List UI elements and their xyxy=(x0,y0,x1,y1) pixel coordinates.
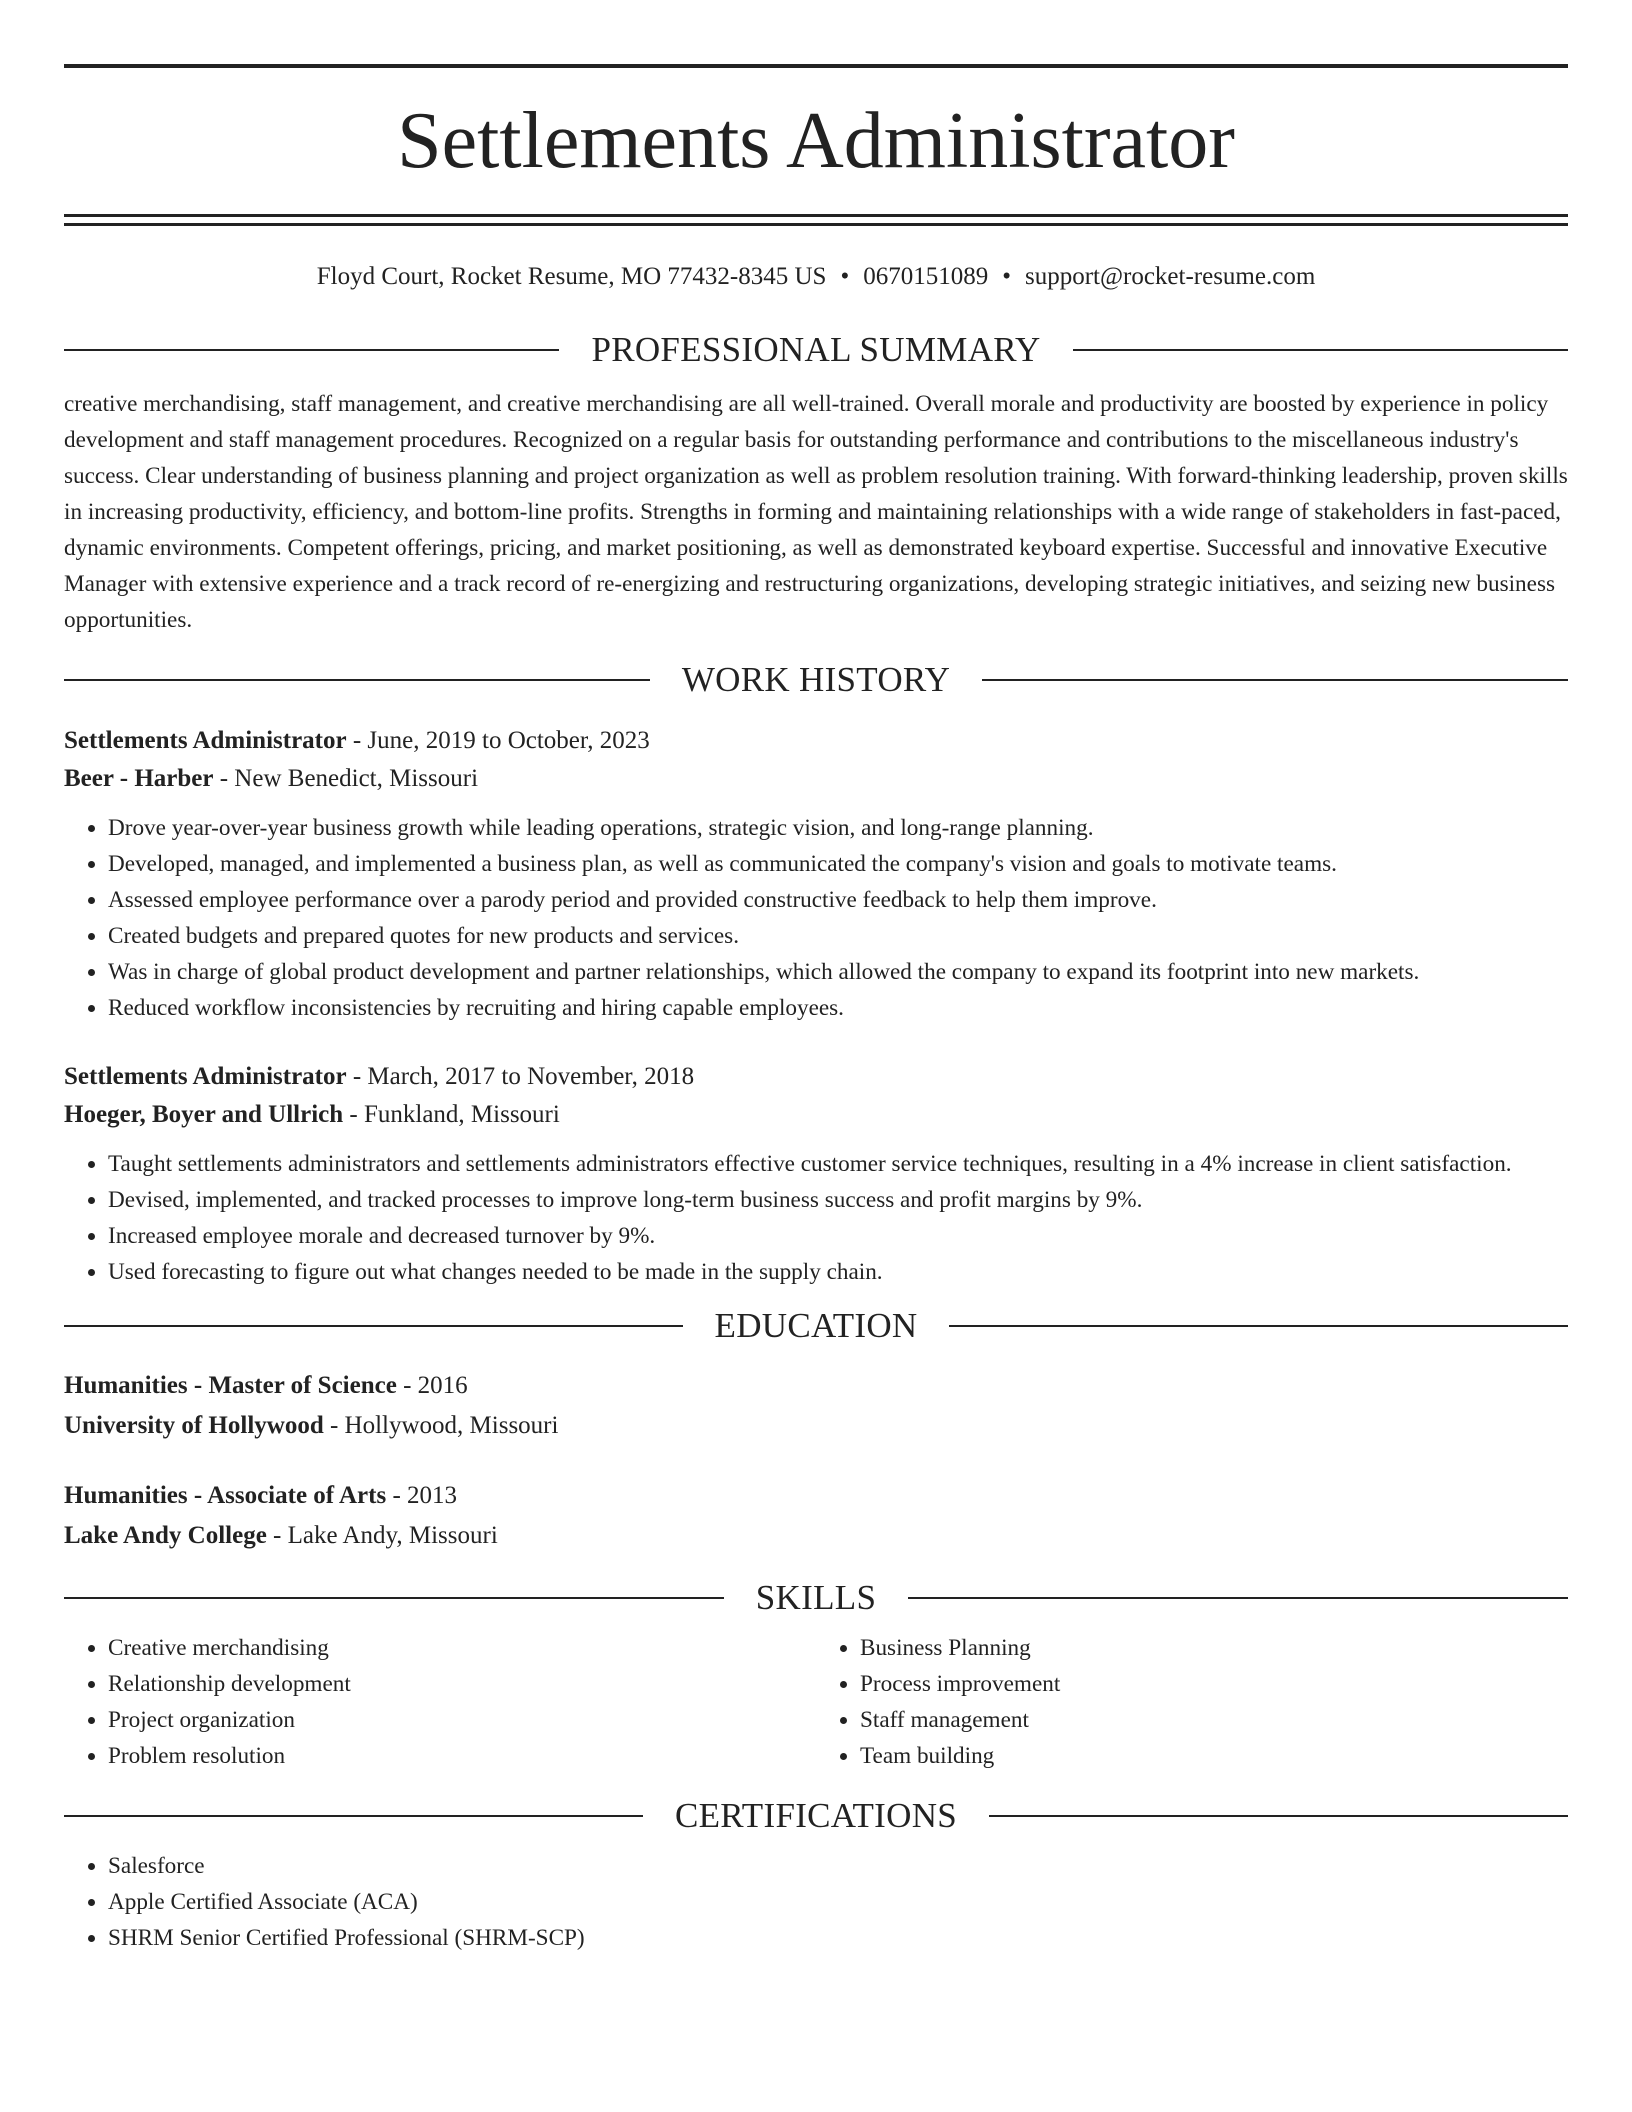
title-double-rule xyxy=(64,214,1568,226)
contact-separator: • xyxy=(1002,263,1011,290)
heading-rule xyxy=(1073,349,1568,351)
resume-title: Settlements Administrator xyxy=(397,97,1235,185)
job-title-line xyxy=(64,1058,1568,1096)
heading-rule xyxy=(64,349,559,351)
skills-list-left xyxy=(64,1630,816,1774)
list-item: • Drove year-over-year business growth while leading operations, strategic vision, and long-range planning. xyxy=(108,810,1568,846)
top-rule xyxy=(64,64,1568,68)
contact-address: Floyd Court, Rocket Resume, MO 77432-8345 US xyxy=(316,263,827,290)
list-item: • SHRM Senior Certified Professional (SHRM-SCP) xyxy=(108,1920,1568,1956)
job-company-line xyxy=(64,760,1568,798)
job-dates: - March, 2017 to November, 2018 xyxy=(346,1063,695,1090)
list-item: • Problem resolution xyxy=(108,1738,816,1774)
list-item: • Taught settlements administrators and settlements administrators effective customer service techniques, resulting in a 4% increase in client satisfaction. xyxy=(108,1146,1568,1182)
list-item: • Staff management xyxy=(860,1702,1568,1738)
list-item: • Was in charge of global product development and partner relationships, which allowed the company to expand its footprint into new markets. xyxy=(108,954,1568,990)
skills-grid xyxy=(64,1630,1568,1774)
section-title: SKILLS xyxy=(755,1578,877,1617)
degree-year: - 2016 xyxy=(396,1372,468,1399)
job-entry xyxy=(64,1058,1568,1290)
school-line xyxy=(64,1406,1568,1446)
section-heading-work xyxy=(64,660,1568,700)
section-heading-summary xyxy=(64,330,1568,370)
list-item: • Process improvement xyxy=(860,1666,1568,1702)
job-title-line xyxy=(64,722,1568,760)
list-item: • Project organization xyxy=(108,1702,816,1738)
list-item: • Creative merchandising xyxy=(108,1630,816,1666)
section-heading-education xyxy=(64,1306,1568,1346)
school-location: - Lake Andy, Missouri xyxy=(266,1522,498,1549)
job-dates: - June, 2019 to October, 2023 xyxy=(346,727,650,754)
school: Lake Andy College xyxy=(64,1522,267,1549)
list-item: • Salesforce xyxy=(108,1848,1568,1884)
education-entry xyxy=(64,1366,1568,1446)
section-title: EDUCATION xyxy=(714,1306,918,1345)
heading-rule xyxy=(949,1325,1568,1327)
degree: Humanities - Master of Science xyxy=(64,1372,397,1399)
list-item: • Business Planning xyxy=(860,1630,1568,1666)
list-item: • Relationship development xyxy=(108,1666,816,1702)
degree: Humanities - Associate of Arts xyxy=(64,1482,387,1509)
school: University of Hollywood xyxy=(64,1412,324,1439)
list-item: • Developed, managed, and implemented a business plan, as well as communicated the company's vision and goals to motivate teams. xyxy=(108,846,1568,882)
job-role: Settlements Administrator xyxy=(64,1063,347,1090)
resume-page xyxy=(64,64,1568,1956)
job-location: - New Benedict, Missouri xyxy=(213,765,479,792)
section-title: WORK HISTORY xyxy=(681,660,951,699)
certifications-list xyxy=(64,1848,1568,1956)
degree-line xyxy=(64,1476,1568,1516)
contact-separator: • xyxy=(840,263,850,290)
section-heading-skills xyxy=(64,1578,1568,1618)
list-item: • Created budgets and prepared quotes for new products and services. xyxy=(108,918,1568,954)
job-company: Beer - Harber xyxy=(64,765,214,792)
education-entry xyxy=(64,1476,1568,1556)
section-title: CERTIFICATIONS xyxy=(674,1796,958,1835)
school-location: - Hollywood, Missouri xyxy=(323,1412,559,1439)
heading-rule xyxy=(982,679,1568,681)
degree-year: - 2013 xyxy=(386,1482,458,1509)
job-bullets xyxy=(64,810,1568,1026)
school-line xyxy=(64,1516,1568,1556)
heading-rule xyxy=(989,1815,1568,1817)
heading-rule xyxy=(64,1815,643,1817)
heading-rule xyxy=(64,679,650,681)
contact-phone: 0670151089 xyxy=(863,263,989,290)
heading-rule xyxy=(64,1597,724,1599)
degree-line xyxy=(64,1366,1568,1406)
list-item: • Increased employee morale and decreased turnover by 9%. xyxy=(108,1218,1568,1254)
job-bullets xyxy=(64,1146,1568,1290)
list-item: • Used forecasting to figure out what changes needed to be made in the supply chain. xyxy=(108,1254,1568,1290)
list-item: • Team building xyxy=(860,1738,1568,1774)
job-role: Settlements Administrator xyxy=(64,727,347,754)
summary-paragraph: creative merchandising, staff management, and creative merchandising are all well-trained. Overall morale and productivity are boosted by experience in policy development and staff management procedures. Recognized on a regular basis for outstanding performance and contributions to the miscellaneous industry's success. Clear understanding of business planning and project organization as well as problem resolution training. With forward-thinking leadership, proven skills in increasing productivity, efficiency, and bottom-line profits. Strengths in forming and maintaining relationships with a wide range of stakeholders in fast-paced, dynamic environments. Competent offerings, pricing, and market positioning, as well as demonstrated keyboard expertise. Successful and innovative Executive Manager with extensive experience and a track record of re-energizing and restructuring organizations, developing strategic initiatives, and seizing new business opportunities. xyxy=(64,391,1568,633)
list-item: • Devised, implemented, and tracked processes to improve long-term business success and profit margins by 9%. xyxy=(108,1182,1568,1218)
section-title: PROFESSIONAL SUMMARY xyxy=(591,330,1041,369)
list-item: • Reduced workflow inconsistencies by recruiting and hiring capable employees. xyxy=(108,990,1568,1026)
job-company-line xyxy=(64,1096,1568,1134)
contact-line xyxy=(64,262,1568,292)
heading-rule xyxy=(64,1325,683,1327)
contact-email: support@rocket-resume.com xyxy=(1024,263,1316,290)
job-entry xyxy=(64,722,1568,1026)
job-location: - Funkland, Missouri xyxy=(343,1101,560,1128)
list-item: • Assessed employee performance over a parody period and provided constructive feedback to help them improve. xyxy=(108,882,1568,918)
job-company: Hoeger, Boyer and Ullrich xyxy=(64,1101,344,1128)
skills-list-right xyxy=(816,1630,1568,1774)
list-item: • Apple Certified Associate (ACA) xyxy=(108,1884,1568,1920)
heading-rule xyxy=(908,1597,1568,1599)
section-heading-certifications xyxy=(64,1796,1568,1836)
